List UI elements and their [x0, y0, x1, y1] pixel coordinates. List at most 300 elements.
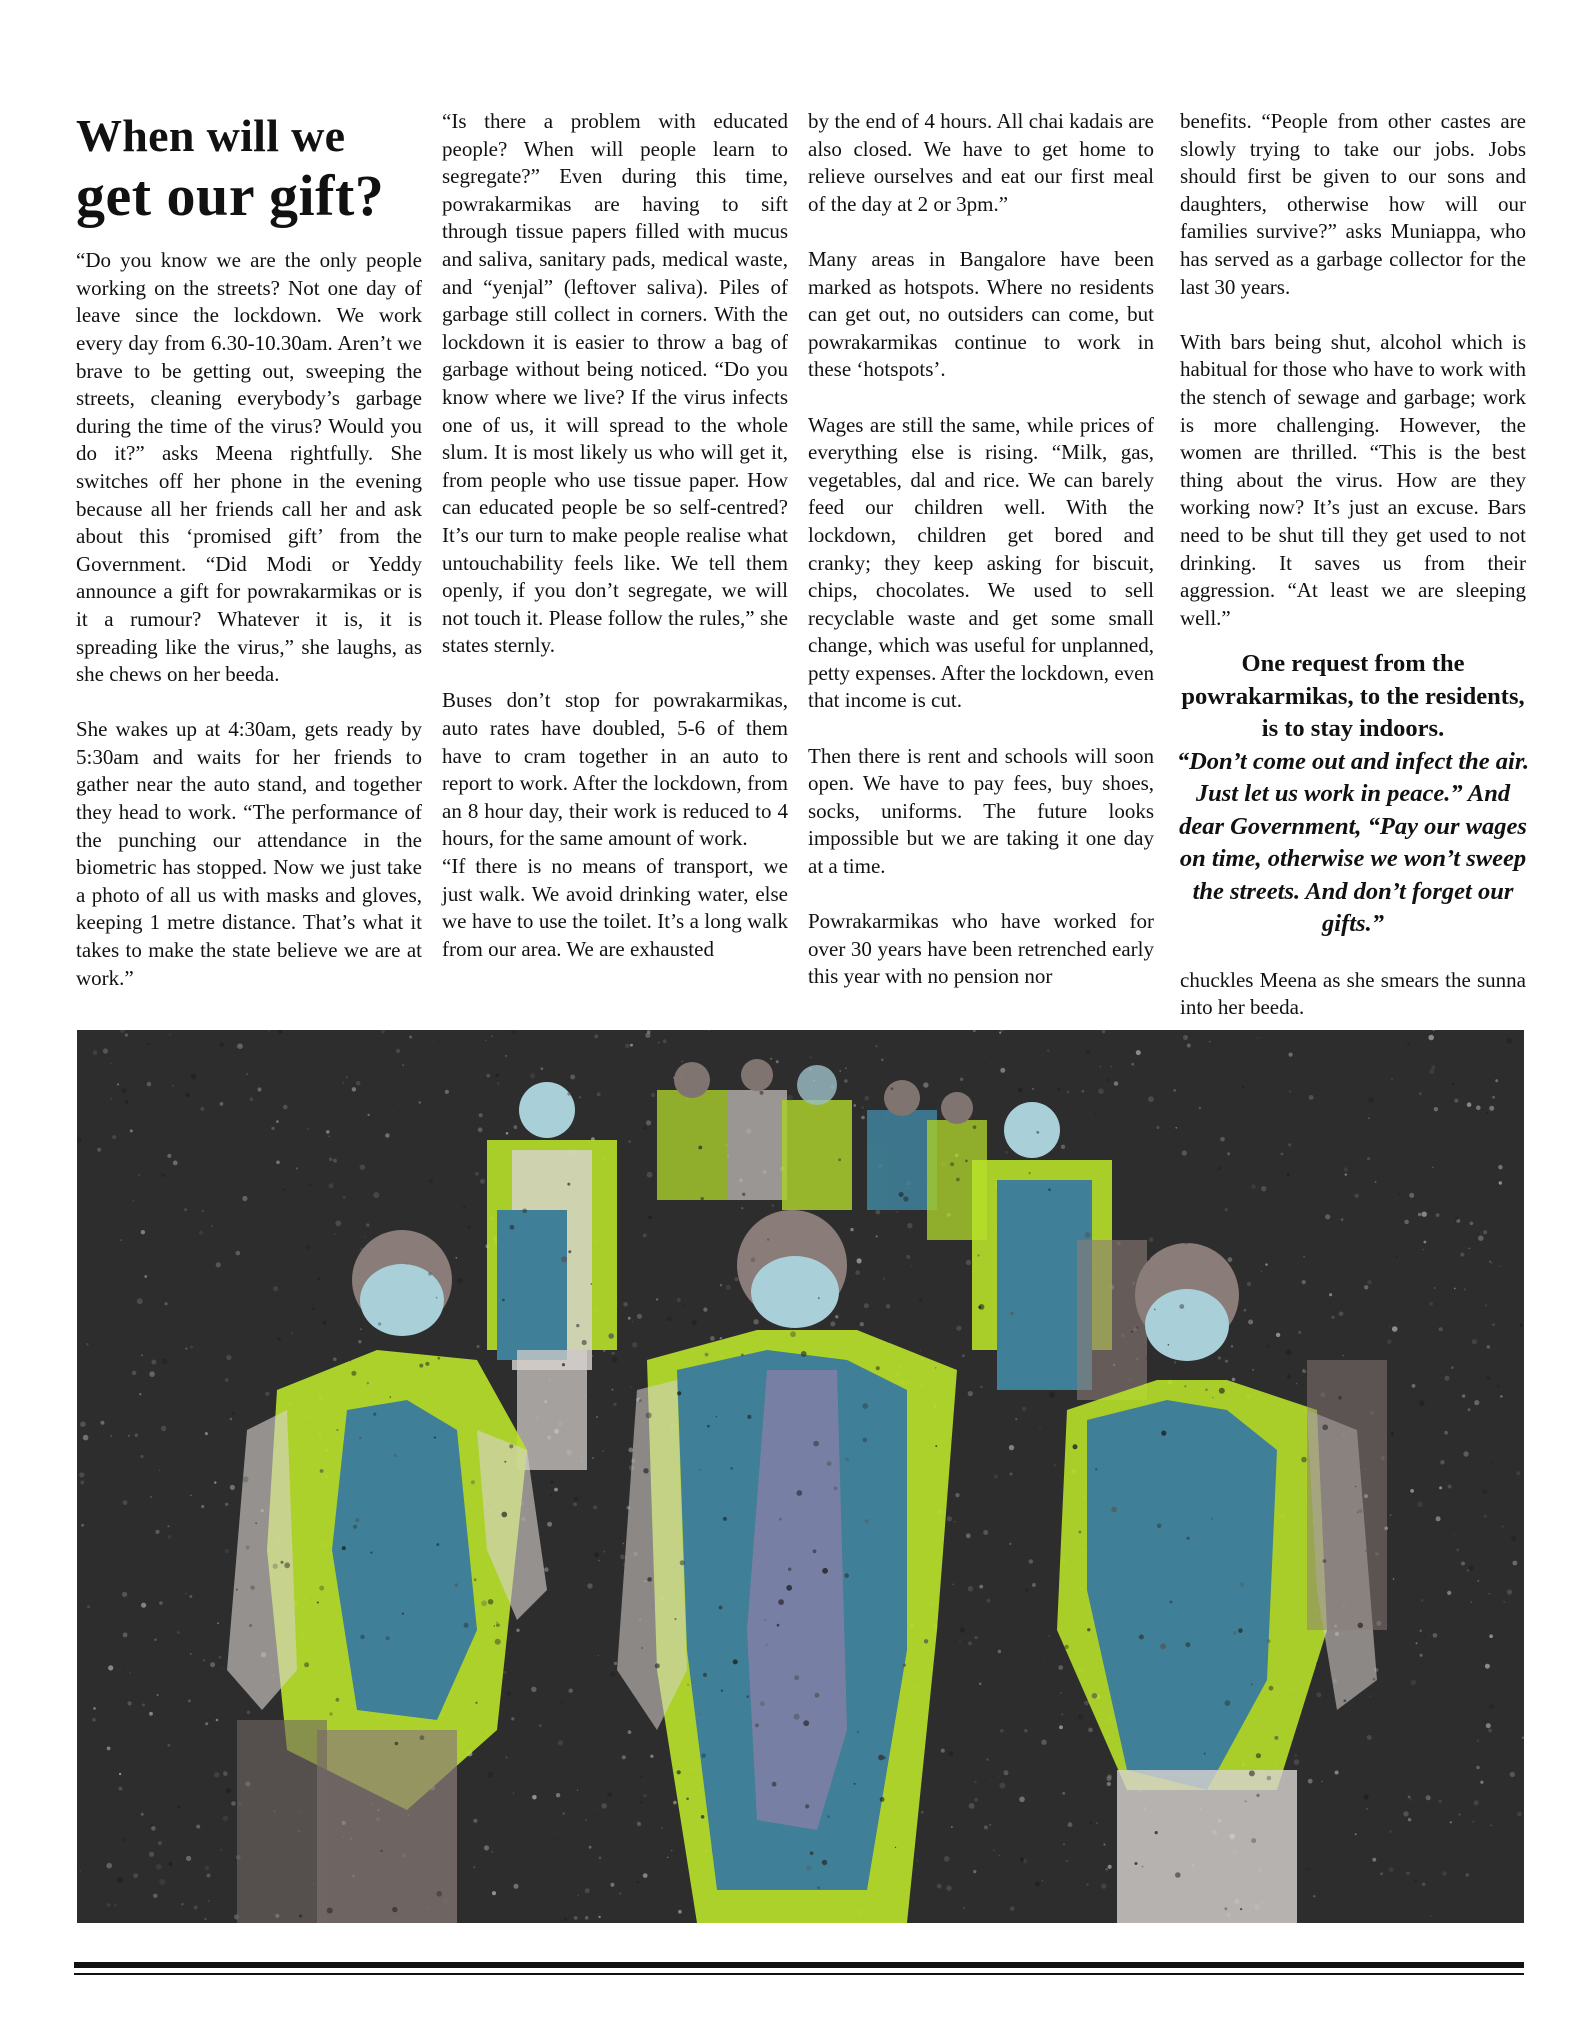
speckle: [511, 1717, 514, 1720]
speckle: [428, 1179, 433, 1184]
speckle: [1373, 1678, 1376, 1681]
speckle: [350, 1360, 351, 1361]
speckle: [916, 1030, 922, 1036]
speckle: [1287, 1173, 1290, 1176]
head: [741, 1059, 773, 1091]
speckle: [1303, 1256, 1305, 1258]
speckle: [596, 1416, 598, 1418]
speckle: [1391, 1432, 1394, 1435]
speckle: [989, 1824, 991, 1826]
speckle: [1096, 1822, 1098, 1824]
speckle: [191, 1074, 197, 1080]
speckle: [987, 1599, 991, 1603]
speckle: [1507, 1038, 1513, 1044]
speckle: [637, 1881, 639, 1883]
speckle: [1480, 1232, 1482, 1234]
speckle: [491, 1035, 493, 1037]
speckle: [207, 1874, 211, 1878]
speckle: [935, 1445, 937, 1447]
speckle: [1329, 1293, 1332, 1296]
speckle: [1028, 1813, 1031, 1816]
speckle: [1232, 1378, 1236, 1382]
speckle: [159, 1879, 165, 1885]
speckle: [906, 1255, 910, 1259]
speckle: [220, 1102, 224, 1106]
speckle: [1417, 1502, 1423, 1508]
speckle: [844, 1079, 848, 1083]
speckle: [874, 1294, 876, 1296]
speckle: [148, 1043, 150, 1045]
speckle: [463, 1206, 466, 1209]
speckle: [1061, 1145, 1065, 1149]
speckle: [1422, 1249, 1424, 1251]
speckle: [643, 1794, 646, 1797]
speckle: [577, 1790, 578, 1791]
speckle: [335, 1299, 336, 1300]
head: [674, 1062, 710, 1098]
speckle: [138, 1174, 140, 1176]
speckle: [468, 1226, 471, 1229]
speckle: [246, 1073, 248, 1075]
speckle: [983, 1530, 988, 1535]
speckle: [433, 1041, 434, 1042]
speckle: [1416, 1765, 1422, 1771]
speckle: [135, 1434, 138, 1437]
speckle: [1244, 1309, 1247, 1312]
paragraph: Wages are still the same, while prices of everything else is rising. “Milk, gas, vegetables, dal and rice. We can barely feed our children well. With the lockdown, children get bored and cranky; they keep asking for biscuit, chips, chocolates. We used to sell recyclable waste and get some small change, which was useful for unplanned, petty expenses. After the lockdown, even that income is cut.: [808, 412, 1154, 713]
speckle: [334, 1233, 336, 1235]
speckle: [1335, 1771, 1339, 1775]
speckle: [1325, 1214, 1330, 1219]
speckle: [409, 1036, 412, 1039]
speckle: [1487, 1345, 1491, 1349]
speckle: [710, 1336, 715, 1341]
speckle: [185, 1593, 186, 1594]
speckle: [1316, 1662, 1319, 1665]
speckle: [184, 1208, 187, 1211]
speckle: [220, 1849, 222, 1851]
paragraph: Powrakarmikas who have worked for over 30 years have been retrenched early this year with no pension nor: [808, 909, 1154, 989]
speckle: [488, 1599, 494, 1605]
speckle: [1399, 1754, 1401, 1756]
speckle: [991, 1055, 993, 1057]
speckle: [1086, 1050, 1090, 1054]
speckle: [485, 1040, 486, 1041]
speckle: [1407, 1043, 1409, 1045]
speckle: [921, 1811, 924, 1814]
speckle: [766, 1644, 768, 1646]
speckle: [1313, 1895, 1315, 1897]
speckle: [974, 1636, 977, 1639]
speckle: [818, 1297, 820, 1299]
speckle: [741, 1207, 743, 1209]
speckle: [394, 1454, 397, 1457]
speckle: [144, 1275, 147, 1278]
legs: [517, 1350, 587, 1470]
speckle: [230, 1485, 235, 1490]
speckle: [1157, 1524, 1162, 1529]
speckle: [1442, 1871, 1447, 1876]
speckle: [918, 1336, 923, 1341]
speckle: [1511, 1536, 1516, 1541]
speckle: [1220, 1137, 1225, 1142]
speckle: [1010, 1312, 1013, 1315]
speckle: [1169, 1601, 1172, 1604]
speckle: [1025, 1588, 1029, 1592]
speckle: [570, 1075, 575, 1080]
speckle: [1168, 1344, 1170, 1346]
speckle: [1392, 1326, 1398, 1332]
speckle: [937, 1884, 942, 1889]
speckle: [189, 1595, 192, 1598]
speckle: [232, 1412, 236, 1416]
speckle: [335, 1220, 341, 1226]
speckle: [481, 1600, 487, 1606]
speckle: [381, 1850, 383, 1852]
speckle: [592, 1355, 593, 1356]
speckle: [471, 1480, 475, 1484]
speckle: [677, 1391, 681, 1395]
speckle: [979, 1304, 985, 1310]
speckle: [561, 1701, 563, 1703]
paragraph: “Is there a problem with educated people? When will people learn to segregate?” Even during this time, powrakarmikas are having to sift through tissue papers filled with mucus and saliva, sanitary pads, medical waste, and “yenjal” (leftover saliva). Piles of garbage still collect in corners. With the lockdown it is easier to throw a bag of garbage without being noticed. “Do you know where we live? If the virus infects one of us, it will spread to the whole slum. It is most likely us who will get it, from people who use tissue paper. How can educated people be so self-centred? It’s our turn to make people realise what untouchability feels like. We tell them openly, if you don’t segregate, we will not touch it. Please follow the rules,” she states sternly.: [442, 109, 788, 658]
speckle: [563, 1812, 565, 1814]
speckle: [1248, 1320, 1253, 1325]
speckle: [1048, 1188, 1051, 1191]
speckle: [506, 1132, 509, 1135]
speckle: [1063, 1843, 1065, 1845]
speckle: [205, 1722, 208, 1725]
speckle: [328, 1135, 330, 1137]
speckle: [1366, 1808, 1368, 1810]
speckle: [1029, 1172, 1031, 1174]
speckle: [686, 1798, 689, 1801]
speckle: [1439, 1800, 1442, 1803]
speckle: [128, 1701, 132, 1705]
speckle: [395, 1742, 399, 1746]
speckle: [167, 1525, 169, 1527]
speckle: [864, 1303, 869, 1308]
speckle: [364, 1237, 365, 1238]
speckle: [514, 1884, 519, 1889]
speckle: [622, 1755, 626, 1759]
speckle: [1142, 1866, 1144, 1868]
speckle: [93, 1050, 98, 1055]
speckle: [1468, 1248, 1470, 1250]
speckle: [1154, 1309, 1155, 1310]
speckle: [1470, 1222, 1474, 1226]
speckle: [309, 1183, 312, 1186]
speckle: [861, 1116, 865, 1120]
speckle: [501, 1512, 507, 1518]
speckle: [602, 1450, 604, 1452]
column-2: [442, 108, 788, 963]
speckle: [199, 1231, 203, 1235]
speckle: [1428, 1331, 1431, 1334]
speckle: [700, 1714, 701, 1715]
speckle: [973, 1125, 977, 1129]
speckle: [1413, 1880, 1416, 1883]
speckle: [592, 1457, 594, 1459]
speckle: [850, 1228, 853, 1231]
speckle: [647, 1577, 652, 1582]
speckle: [733, 1659, 738, 1664]
speckle: [576, 1324, 579, 1327]
column-4: [1176, 108, 1530, 1022]
speckle: [436, 1543, 439, 1546]
speckle: [1483, 1230, 1487, 1234]
speckle: [813, 1549, 817, 1553]
speckle: [1289, 1053, 1293, 1057]
speckle: [1107, 1782, 1111, 1786]
speckle: [1503, 1601, 1505, 1603]
speckle: [1499, 1266, 1501, 1268]
speckle: [1103, 1843, 1105, 1845]
speckle: [975, 1382, 979, 1386]
speckle: [1233, 1631, 1237, 1635]
speckle: [703, 1673, 707, 1677]
speckle: [1389, 1830, 1391, 1832]
speckle: [568, 1250, 571, 1253]
speckle: [948, 1751, 953, 1756]
speckle: [599, 1856, 602, 1859]
speckle: [630, 1044, 633, 1047]
speckle: [1452, 1083, 1454, 1085]
speckle: [1101, 1884, 1106, 1889]
speckle: [402, 1064, 404, 1066]
speckle: [640, 1801, 642, 1803]
speckle: [598, 1560, 600, 1562]
speckle: [1482, 1489, 1488, 1495]
speckle: [772, 1782, 777, 1787]
speckle: [594, 1035, 598, 1039]
speckle: [367, 1382, 370, 1385]
speckle: [544, 1567, 549, 1572]
speckle: [1429, 1069, 1434, 1074]
background-figure: [657, 1059, 852, 1210]
speckle: [886, 1304, 890, 1308]
speckle: [883, 1278, 885, 1280]
column-1: [76, 112, 422, 992]
speckle: [1368, 1097, 1373, 1102]
speckle: [1247, 1282, 1251, 1286]
speckle: [979, 1585, 983, 1589]
speckle: [530, 1073, 535, 1078]
speckle: [1078, 1531, 1081, 1534]
speckle: [726, 1285, 731, 1290]
headline: [76, 112, 422, 227]
speckle: [865, 1519, 869, 1523]
speckle: [675, 1201, 676, 1202]
speckle: [1035, 1882, 1040, 1887]
speckle: [368, 1114, 370, 1116]
vest: [657, 1090, 727, 1200]
speckle: [149, 1852, 154, 1857]
speckle: [190, 1346, 193, 1349]
speckle: [217, 1622, 219, 1624]
pull-quote-lead: One request from the powrakarmikas, to the residents, is to stay indoors.: [1181, 650, 1525, 743]
speckle: [1139, 1635, 1144, 1640]
speckle: [944, 1856, 950, 1862]
speckle: [1042, 1880, 1043, 1881]
speckle: [954, 1521, 956, 1523]
mask: [519, 1082, 575, 1138]
speckle: [1469, 1566, 1474, 1571]
speckle: [968, 1641, 972, 1645]
speckle: [1084, 1701, 1089, 1706]
speckle: [1088, 1728, 1093, 1733]
speckle: [434, 1437, 436, 1439]
speckle: [637, 1314, 642, 1319]
speckle: [1419, 1630, 1422, 1633]
speckle: [436, 1297, 438, 1299]
speckle: [172, 1085, 174, 1087]
speckle: [265, 1392, 269, 1396]
speckle: [778, 1599, 784, 1605]
speckle: [1240, 1582, 1244, 1586]
speckle: [596, 1808, 597, 1809]
speckle: [844, 1573, 849, 1578]
speckle: [223, 1816, 229, 1822]
speckle: [857, 1731, 859, 1733]
speckle: [156, 1864, 161, 1869]
speckle: [236, 1044, 241, 1049]
speckle: [236, 1589, 238, 1591]
speckle: [863, 1438, 868, 1443]
speckle: [495, 1074, 498, 1077]
speckle: [1338, 1396, 1342, 1400]
speckle: [1436, 1213, 1440, 1217]
speckle: [162, 1359, 168, 1365]
speckle: [1022, 1407, 1027, 1412]
speckle: [741, 1354, 744, 1357]
speckle: [123, 1500, 128, 1505]
speckle: [896, 1211, 898, 1213]
speckle: [1372, 1858, 1376, 1862]
speckle: [97, 1148, 101, 1152]
speckle: [637, 1822, 641, 1826]
speckle: [1404, 1220, 1409, 1225]
speckle: [1155, 1831, 1158, 1834]
speckle: [188, 1699, 191, 1702]
speckle: [1269, 1686, 1274, 1691]
speckle: [352, 1087, 356, 1091]
speckle: [370, 1552, 372, 1554]
speckle: [519, 1126, 521, 1128]
speckle: [522, 1209, 527, 1214]
speckle: [1217, 1167, 1221, 1171]
speckle: [1160, 1643, 1166, 1649]
speckle: [79, 1472, 84, 1477]
speckle: [876, 1235, 878, 1237]
speckle: [1466, 1873, 1469, 1876]
speckle: [1331, 1316, 1334, 1319]
speckle: [1406, 1872, 1409, 1875]
speckle: [1174, 1361, 1176, 1363]
speckle: [391, 1103, 393, 1105]
speckle: [304, 1662, 309, 1667]
speckle: [1012, 1690, 1014, 1692]
speckle: [159, 1601, 163, 1605]
speckle: [1344, 1699, 1347, 1702]
speckle: [419, 1364, 423, 1368]
speckle: [658, 1042, 659, 1043]
speckle: [1204, 1753, 1206, 1755]
speckle: [157, 1694, 159, 1696]
speckle: [1111, 1066, 1113, 1068]
speckle: [1408, 1624, 1411, 1627]
speckle: [1094, 1045, 1096, 1047]
speckle: [801, 1351, 807, 1357]
speckle: [292, 1332, 293, 1333]
speckle: [598, 1655, 600, 1657]
sari: [317, 1730, 457, 1923]
speckle: [770, 1058, 772, 1060]
speckle: [1261, 1271, 1262, 1272]
speckle: [1368, 1118, 1369, 1119]
speckle: [1251, 1184, 1256, 1189]
speckle: [1251, 1838, 1256, 1843]
speckle: [1472, 1820, 1475, 1823]
speckle: [231, 1801, 236, 1806]
speckle: [951, 1826, 953, 1828]
speckle: [163, 1452, 168, 1457]
broom: [237, 1720, 327, 1923]
speckle: [119, 1773, 121, 1775]
speckle: [1068, 1822, 1073, 1827]
speckle: [509, 1444, 513, 1448]
speckle: [594, 1552, 599, 1557]
speckle: [641, 1647, 643, 1649]
head: [941, 1092, 973, 1124]
speckle: [838, 1158, 841, 1161]
speckle: [647, 1172, 653, 1178]
speckle: [1183, 1035, 1188, 1040]
speckle: [1319, 1333, 1320, 1334]
speckle: [683, 1304, 685, 1306]
speckle: [638, 1339, 642, 1343]
speckle: [639, 1399, 642, 1402]
speckle: [650, 1755, 653, 1758]
speckle: [556, 1793, 560, 1797]
speckle: [1087, 1884, 1089, 1886]
speckle: [1274, 1736, 1278, 1740]
speckle: [226, 1788, 231, 1793]
speckle: [273, 1564, 278, 1569]
speckle: [133, 1873, 138, 1878]
speckle: [1355, 1194, 1359, 1198]
speckle: [296, 1167, 298, 1169]
speckle: [1307, 1868, 1310, 1871]
speckle: [539, 1724, 542, 1727]
speckle: [881, 1059, 884, 1062]
speckle: [317, 1278, 320, 1281]
speckle: [214, 1481, 216, 1483]
speckle: [1422, 1883, 1426, 1887]
speckle: [297, 1810, 303, 1816]
speckle: [790, 1331, 796, 1337]
speckle: [1296, 1383, 1297, 1384]
speckle: [112, 1135, 116, 1139]
speckle: [835, 1315, 838, 1318]
speckle: [917, 1835, 919, 1837]
speckle: [623, 1543, 625, 1545]
speckle: [558, 1740, 563, 1745]
speckle: [677, 1770, 681, 1774]
speckle: [125, 1033, 128, 1036]
speckle: [1439, 1465, 1443, 1469]
mask: [797, 1065, 837, 1105]
